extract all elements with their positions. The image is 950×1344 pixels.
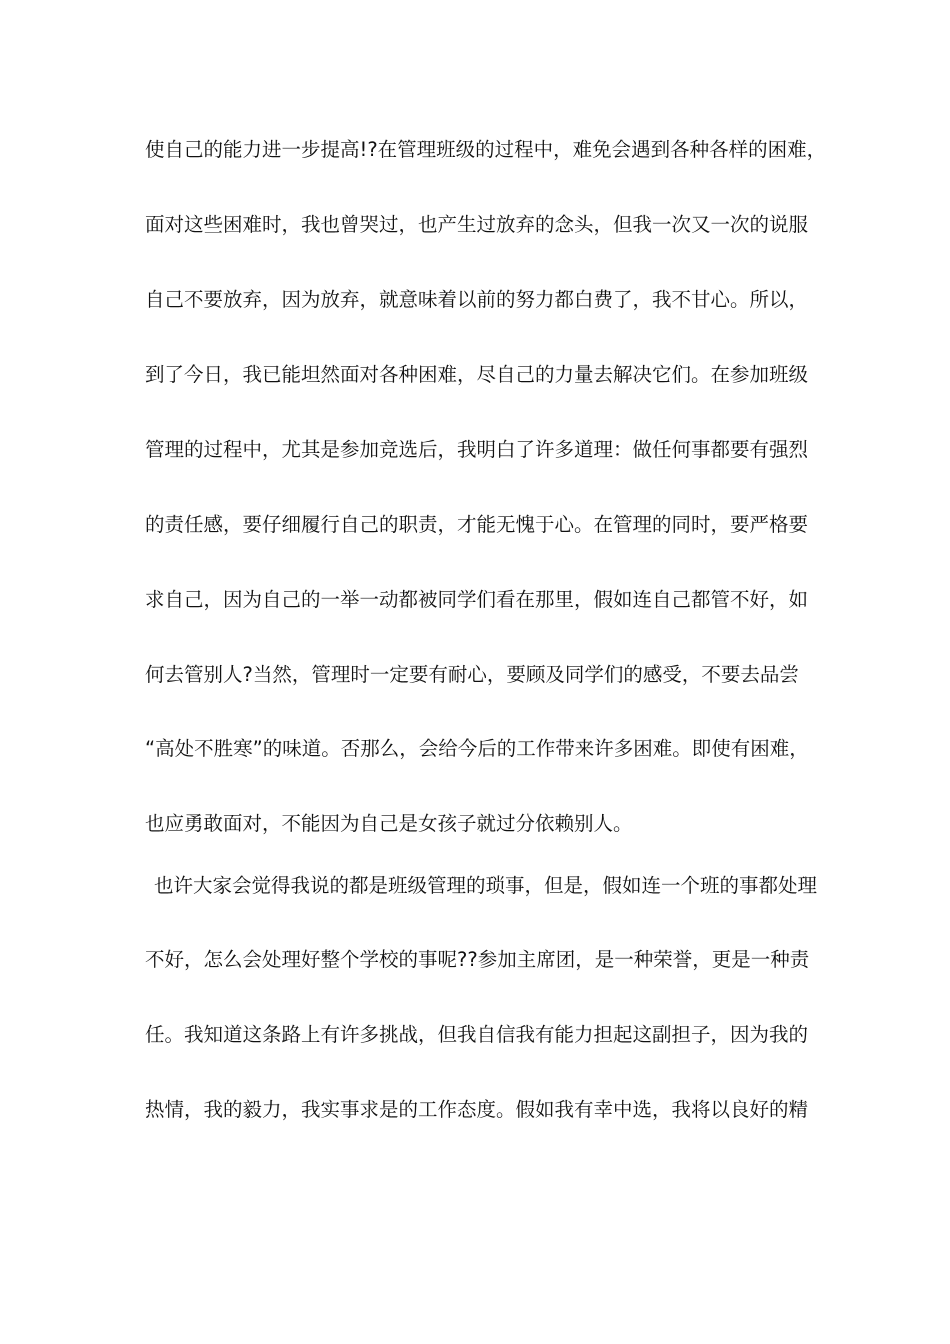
text-line: 面对这些困难时，我也曾哭过，也产生过放弃的念头，但我一次又一次的说服 bbox=[145, 213, 809, 236]
text-line: 也应勇敢面对，不能因为自己是女孩子就过分依赖别人。 bbox=[145, 812, 633, 835]
text-line: 的责任感，要仔细履行自己的职责，才能无愧于心。在管理的同时，要严格要 bbox=[145, 513, 809, 536]
text-line: 管理的过程中，尤其是参加竞选后，我明白了许多道理：做任何事都要有强烈 bbox=[145, 438, 809, 461]
text-line: 使自己的能力进一步提高!?在管理班级的过程中，难免会遇到各种各样的困难， bbox=[145, 138, 827, 161]
text-line: 自己不要放弃，因为放弃，就意味着以前的努力都白费了，我不甘心。所以， bbox=[145, 288, 809, 311]
paragraph-first-line: 也许大家会觉得我说的都是班级管理的琐事，但是，假如连一个班的事都处理 bbox=[154, 874, 818, 897]
text-line: 求自己，因为自己的一举一动都被同学们看在那里，假如连自己都管不好，如 bbox=[145, 588, 809, 611]
text-line: 不好，怎么会处理好整个学校的事呢??参加主席团，是一种荣誉，更是一种责 bbox=[145, 948, 810, 971]
text-line: 热情，我的毅力，我实事求是的工作态度。假如我有幸中选，我将以良好的精 bbox=[145, 1098, 809, 1121]
text-line: 任。我知道这条路上有许多挑战，但我自信我有能力担起这副担子，因为我的 bbox=[145, 1023, 809, 1046]
text-line: “高处不胜寒”的味道。否那么，会给今后的工作带来许多困难。即使有困难， bbox=[145, 737, 809, 760]
text-line: 到了今日，我已能坦然面对各种困难，尽自己的力量去解决它们。在参加班级 bbox=[145, 363, 809, 386]
text-line: 何去管别人?当然，管理时一定要有耐心，要顾及同学们的感受，不要去品尝 bbox=[145, 663, 799, 686]
